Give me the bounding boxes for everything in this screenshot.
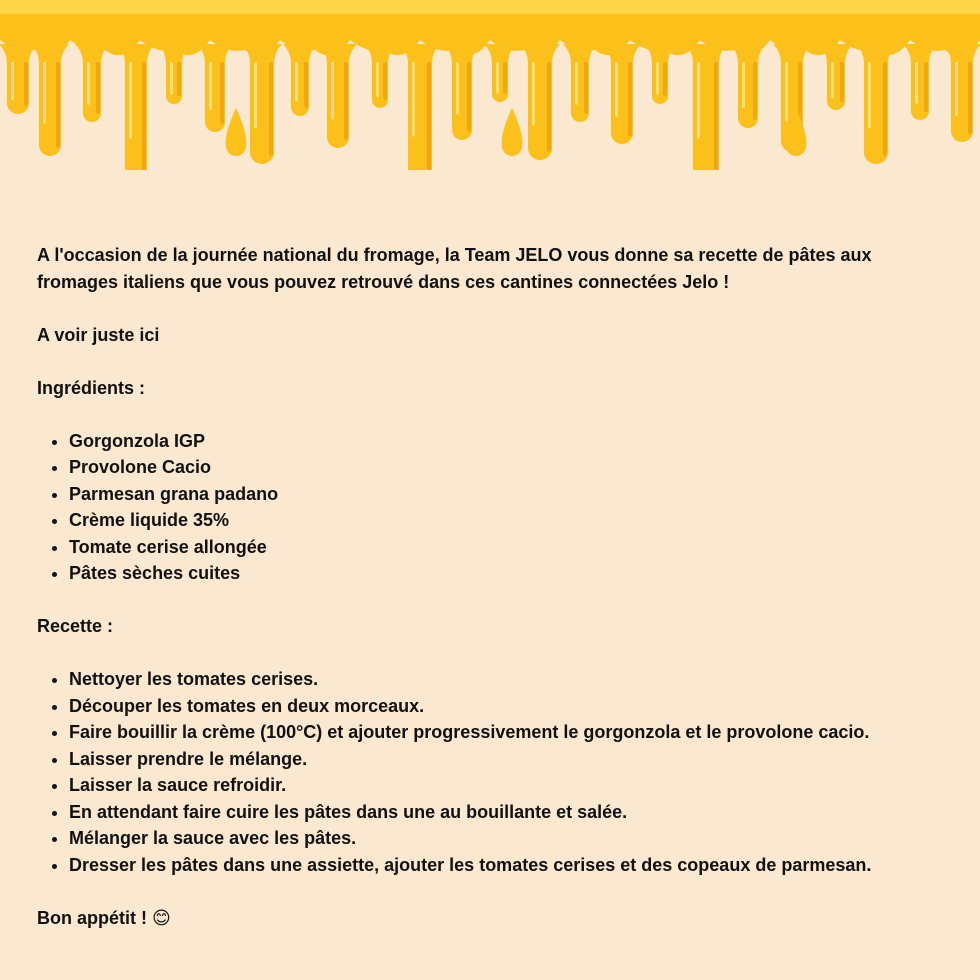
melting-cheese-drips-icon [0,0,980,170]
ingredients-list [37,428,942,587]
ingredients-heading: Ingrédients : [37,377,146,398]
list-item: • Gorgonzola IGP [69,428,942,455]
steps-list [37,666,942,878]
list-item: • Découper les tomates en deux morceaux. [69,693,942,720]
list-item: • Dresser les pâtes dans une assiette, ajouter les tomates cerises et des copeaux de parmesan. [69,852,942,879]
list-item: • Pâtes sèches cuites [69,560,942,587]
post-body [37,242,942,958]
list-item: • Mélanger la sauce avec les pâtes. [69,825,942,852]
list-item: • Laisser prendre le mélange. [69,746,942,773]
closing-text: Bon appétit ! 😊 [37,907,171,928]
list-item: • Parmesan grana padano [69,481,942,508]
list-item: • Faire bouillir la crème (100°C) et ajouter progressivement le gorgonzola et le provolone cacio. [69,719,942,746]
list-item: • Laisser la sauce refroidir. [69,772,942,799]
recipe-heading: Recette : [37,616,114,636]
intro-text: A l'occasion de la journée national du fromage, la Team JELO vous donne sa recette de pâtes aux fromages italiens que vous pouvez retrouvé dans ces cantines connectées Jelo ! [37,245,872,292]
link-line[interactable]: A voir juste ici [37,324,160,345]
list-item: • Provolone Cacio [69,454,942,481]
list-item: • En attendant faire cuire les pâtes dans une au bouillante et salée. [69,799,942,826]
list-item: • Tomate cerise allongée [69,534,942,561]
list-item: • Nettoyer les tomates cerises. [69,666,942,693]
list-item: • Crème liquide 35% [69,507,942,534]
